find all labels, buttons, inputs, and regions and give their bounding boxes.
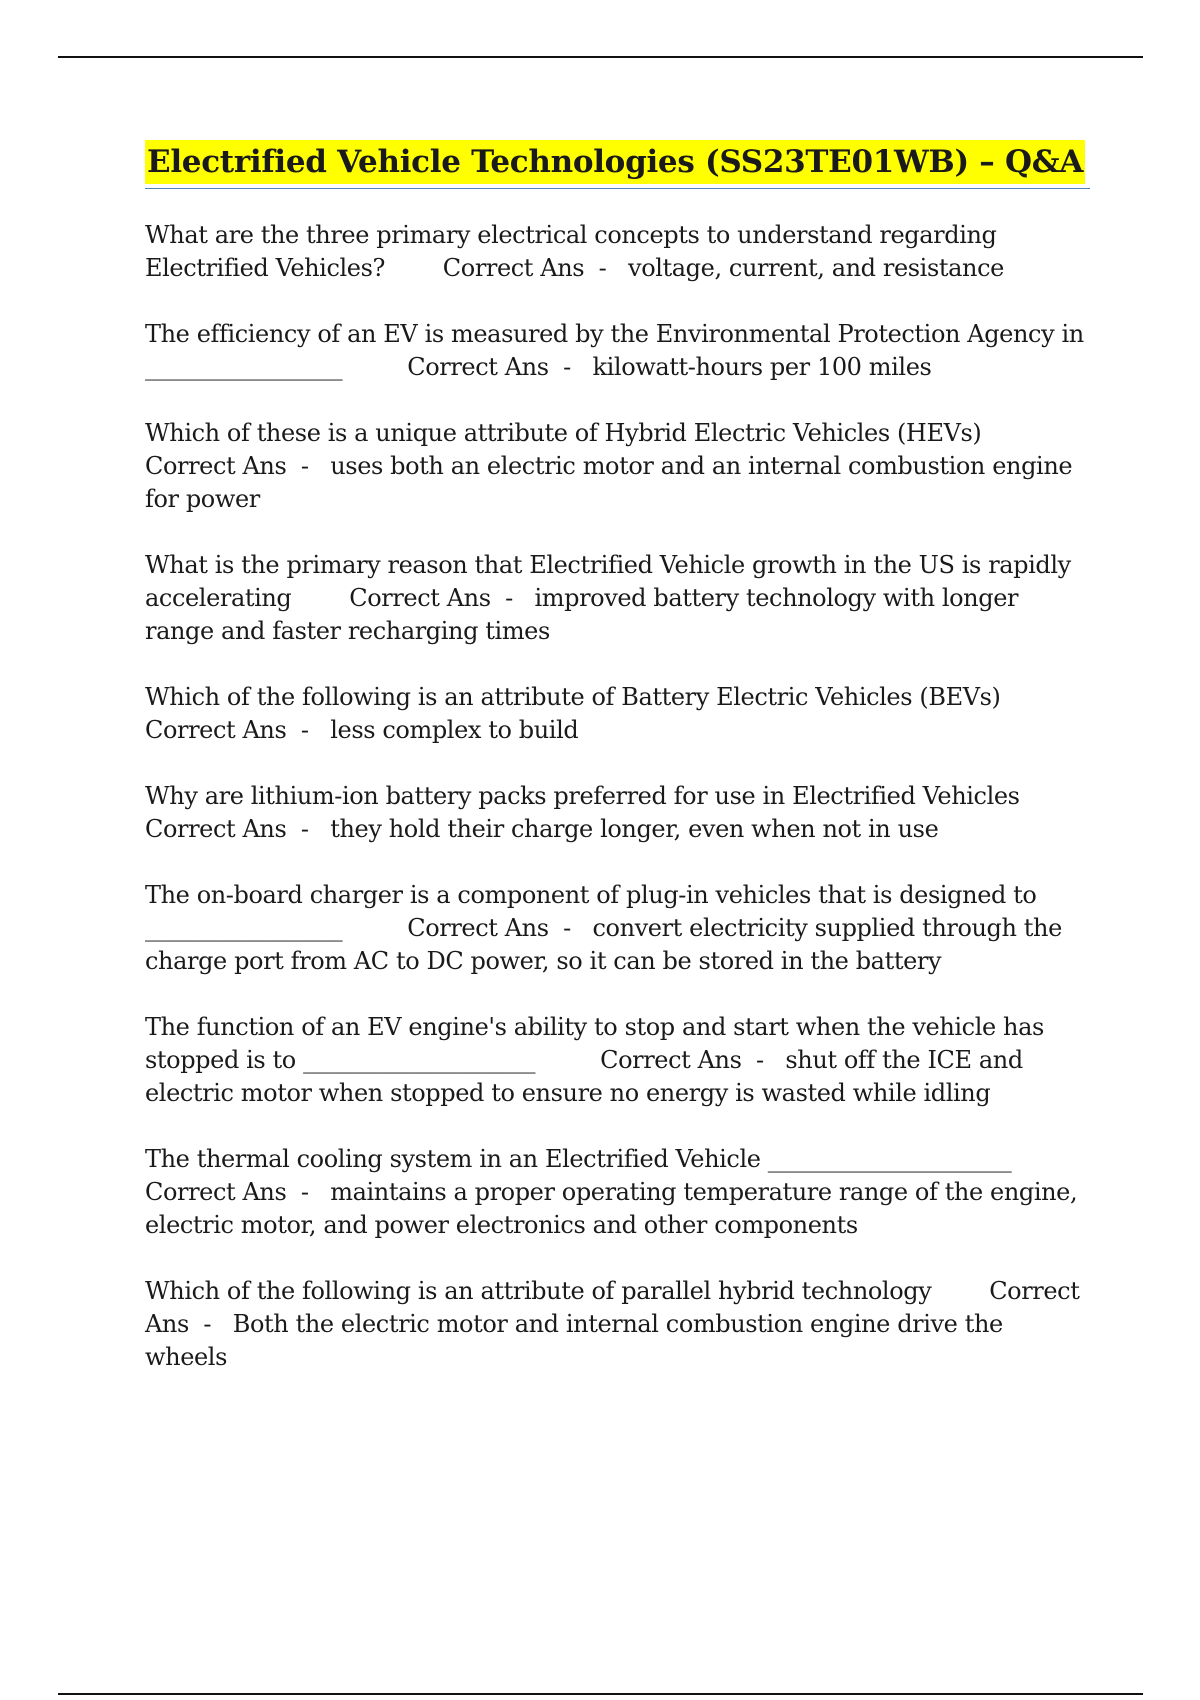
question-text: The function of an EV engine's ability to stop and start when the vehicle has stopped is to ____________________ bbox=[145, 1013, 1052, 1074]
answer-text: shut off the ICE and electric motor when stopped to ensure no energy is wasted while idling bbox=[145, 1046, 1031, 1107]
qa-item bbox=[145, 1275, 1090, 1374]
qa-item bbox=[145, 219, 1090, 285]
answer-text: improved battery technology with longer range and faster recharging times bbox=[145, 584, 1026, 645]
answer-text: Both the electric motor and internal combustion engine drive the wheels bbox=[145, 1310, 1011, 1371]
answer-separator: Correct Ans - bbox=[291, 584, 535, 612]
footer-rule bbox=[58, 1693, 1143, 1695]
answer-text: less complex to build bbox=[330, 716, 579, 744]
answer-separator: Correct Ans - bbox=[145, 419, 1040, 480]
header-rule bbox=[58, 56, 1143, 58]
answer-text: they hold their charge longer, even when not in use bbox=[330, 815, 939, 843]
answer-separator: Correct Ans - bbox=[342, 914, 593, 942]
qa-item bbox=[145, 1011, 1090, 1110]
answer-text: voltage, current, and resistance bbox=[628, 254, 1004, 282]
answer-separator: Correct Ans - bbox=[145, 782, 1078, 843]
answer-separator: Correct Ans - bbox=[535, 1046, 786, 1074]
question-text: The efficiency of an EV is measured by the Environmental Protection Agency in _________________ bbox=[145, 320, 1092, 381]
answer-text: uses both an electric motor and an internal combustion engine for power bbox=[145, 452, 1080, 513]
answer-text: maintains a proper operating temperature range of the engine, electric motor, and power electronics and other components bbox=[145, 1178, 1085, 1239]
answer-separator: Correct Ans - bbox=[342, 353, 593, 381]
answer-separator: Correct Ans - bbox=[145, 683, 1059, 744]
question-text: What is the primary reason that Electrified Vehicle growth in the US is rapidly accelerating bbox=[145, 551, 1079, 612]
answer-separator: Correct Ans - bbox=[384, 254, 629, 282]
document-body bbox=[145, 140, 1090, 1407]
question-text: The on-board charger is a component of plug-in vehicles that is designed to _________________ bbox=[145, 881, 1044, 942]
qa-item bbox=[145, 780, 1090, 846]
qa-item bbox=[145, 549, 1090, 648]
question-text: The thermal cooling system in an Electrified Vehicle _____________________ bbox=[145, 1145, 1012, 1173]
qa-item bbox=[145, 417, 1090, 516]
answer-text: convert electricity supplied through the charge port from AC to DC power, so it can be stored in the battery bbox=[145, 914, 1070, 975]
question-text: What are the three primary electrical concepts to understand regarding Electrified Vehicles? bbox=[145, 221, 1004, 282]
answer-separator: Correct Ans - bbox=[145, 1145, 1070, 1206]
question-text: Which of these is a unique attribute of Hybrid Electric Vehicles (HEVs) bbox=[145, 419, 982, 447]
title-block bbox=[145, 140, 1090, 189]
question-text: Which of the following is an attribute of parallel hybrid technology bbox=[145, 1277, 932, 1305]
qa-item bbox=[145, 879, 1090, 978]
document-title: Electrified Vehicle Technologies (SS23TE01WB) – Q&A bbox=[145, 140, 1085, 184]
qa-item bbox=[145, 318, 1090, 384]
question-text: Which of the following is an attribute of Battery Electric Vehicles (BEVs) bbox=[145, 683, 1001, 711]
answer-separator: Correct Ans - bbox=[145, 1277, 1087, 1338]
answer-text: kilowatt-hours per 100 miles bbox=[592, 353, 932, 381]
qa-item bbox=[145, 1143, 1090, 1242]
qa-item bbox=[145, 681, 1090, 747]
question-text: Why are lithium-ion battery packs preferred for use in Electrified Vehicles bbox=[145, 782, 1020, 810]
